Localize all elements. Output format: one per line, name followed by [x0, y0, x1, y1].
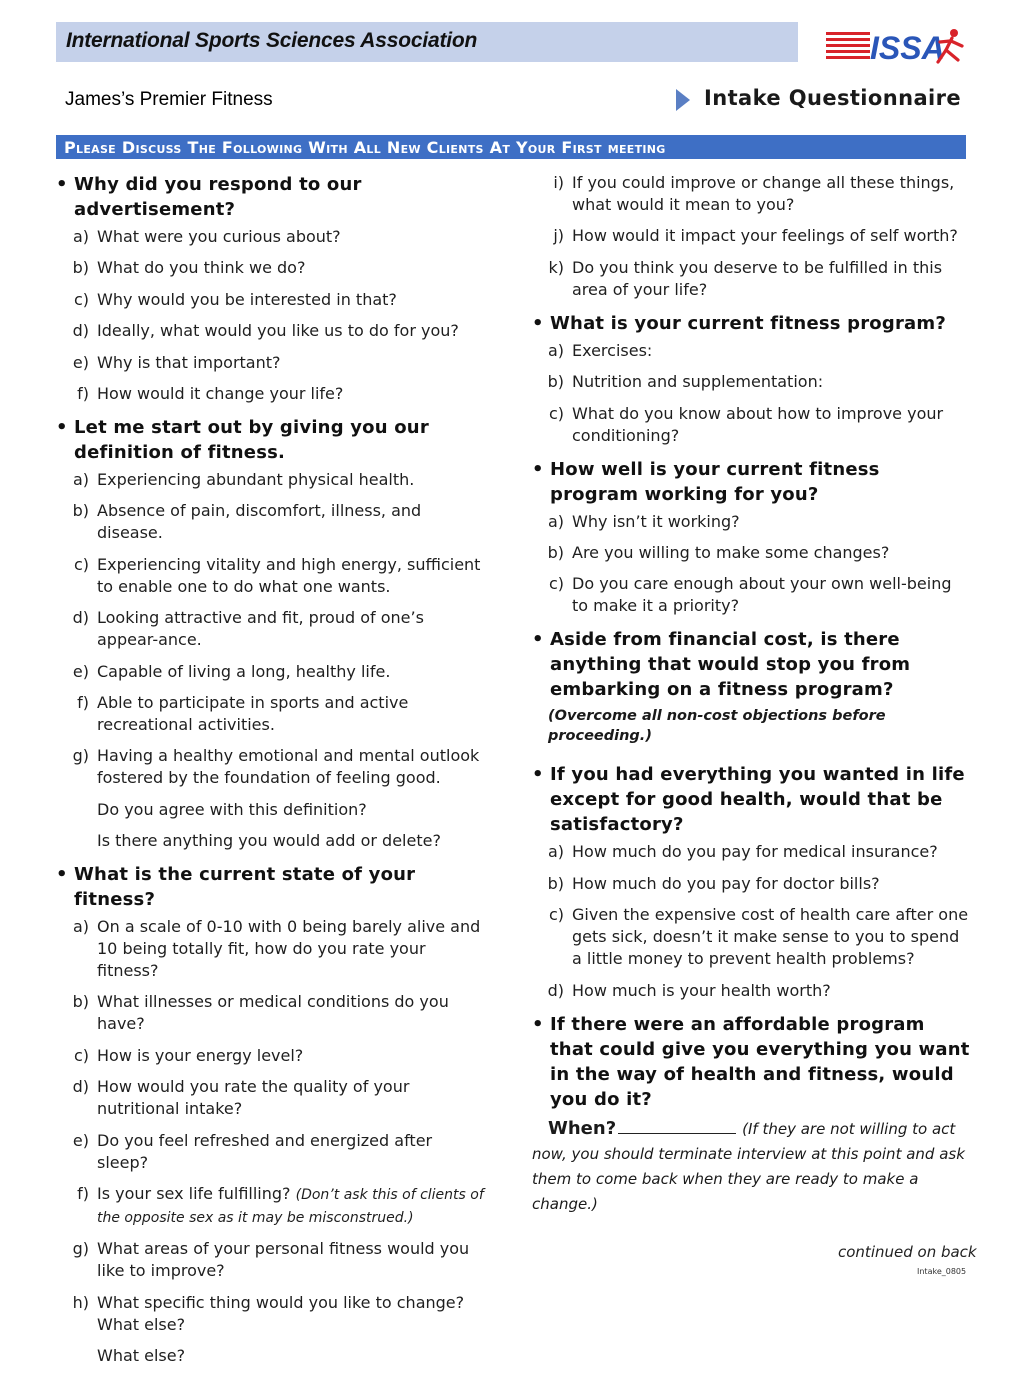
- when-line: [532, 1116, 972, 1217]
- list-item: b) Absence of pain, discomfort, illness, and disease.: [72, 501, 422, 543]
- section-affordable-program: [532, 1012, 972, 1217]
- follow-up-question: Do you agree with this definition?: [97, 799, 367, 819]
- list-item: b) Nutrition and supplementation:: [547, 372, 824, 392]
- list-item: c) How is your energy level?: [73, 1045, 304, 1065]
- list-item: g) Having a healthy emotional and mental outlook fostered by the foundation of feeling good.: [72, 746, 480, 788]
- list-item: a) Exercises:: [547, 340, 653, 360]
- instruction-text: Please Discuss The Following With All New Clients At Your First meeting: [64, 138, 666, 157]
- section-current-state: [56, 862, 486, 1367]
- section-advertisement: [56, 172, 486, 405]
- bullet-icon: •: [532, 458, 544, 480]
- follow-up-question: What else?: [97, 1346, 186, 1366]
- org-title: International Sports Sciences Association: [66, 29, 478, 52]
- list-item: e) Capable of living a long, healthy life.: [72, 661, 391, 681]
- section-continued-items: [532, 172, 972, 301]
- list-item: a) How much do you pay for medical insurance?: [547, 842, 938, 862]
- section-program-working: [532, 457, 972, 618]
- interviewer-note: (Overcome all non-cost objections before proceeding.): [548, 708, 886, 745]
- list-item: a) What were you curious about?: [72, 227, 341, 246]
- list-item: b) How much do you pay for doctor bills?: [547, 873, 880, 893]
- list-item: h) What specific thing would you like to change? What else?: [72, 1292, 465, 1334]
- section-current-program: [532, 311, 972, 447]
- list-item: f) How would it change your life?: [77, 383, 344, 403]
- list-item: a) Why isn’t it working?: [547, 511, 740, 531]
- section-heading: If there were an affordable program that could give you everything you want in the way of health and fitness, would you do it?: [550, 1013, 970, 1110]
- section-heading: How well is your current fitness program working for you?: [550, 458, 880, 505]
- list-item: a) Experiencing abundant physical health.: [72, 469, 415, 489]
- list-item: f) Is your sex life fulfilling? (Don’t ask this of clients of the opposite sex as it may be misconstrued.): [77, 1184, 484, 1227]
- continued-note: continued on back: [838, 1243, 977, 1261]
- list-item: i) If you could improve or change all these things, what would it mean to you?: [553, 173, 955, 214]
- title-banner: [56, 22, 798, 62]
- interviewer-note: (Don’t ask this of clients of the opposite sex as it may be misconstrued.): [97, 1187, 484, 1227]
- section-heading: Let me start out by giving you our definition of fitness.: [74, 416, 429, 463]
- list-item: b) Are you willing to make some changes?: [547, 542, 890, 562]
- section-heading: What is the current state of your fitness?: [74, 864, 416, 911]
- list-item: c) Do you care enough about your own well-being to make it a priority?: [548, 574, 952, 616]
- section-definition: [56, 415, 486, 852]
- left-column: [56, 172, 486, 1377]
- interviewer-note: (If they are not willing to act now, you should terminate interview at this point and ask them to come back when they are ready to make a change.): [532, 1119, 965, 1213]
- list-item: a) On a scale of 0-10 with 0 being barely alive and 10 being totally fit, how do you rate your fitness?: [72, 917, 481, 981]
- section-heading: Why did you respond to our advertisement?: [74, 174, 362, 220]
- bullet-icon: •: [56, 416, 68, 438]
- list-item: c) What do you know about how to improve your conditioning?: [548, 403, 944, 445]
- logo-text: ISSA: [870, 30, 945, 66]
- bullet-icon: •: [56, 174, 68, 195]
- section-good-health: [532, 762, 972, 1001]
- list-item: k) Do you think you deserve to be fulfilled in this area of your life?: [548, 257, 943, 299]
- list-item: e) Do you feel refreshed and energized after sleep?: [72, 1130, 433, 1172]
- issa-logo: [826, 26, 968, 66]
- when-input[interactable]: [618, 1119, 736, 1134]
- bullet-icon: •: [532, 629, 544, 651]
- list-item: b) What do you think we do?: [72, 258, 306, 278]
- when-label: When?: [548, 1117, 617, 1139]
- list-item: c) Experiencing vitality and high energy, sufficient to enable one to do what one wants.: [73, 554, 481, 596]
- section-heading: Aside from financial cost, is there anything that would stop you from embarking on a fitness program?: [550, 629, 911, 701]
- list-item: f) Able to participate in sports and active recreational activities.: [77, 692, 409, 734]
- list-item: d) Looking attractive and fit, proud of one’s appear-ance.: [72, 608, 424, 650]
- instruction-bar: [56, 135, 966, 159]
- bullet-icon: •: [532, 312, 544, 334]
- list-item: j) How would it impact your feelings of self worth?: [553, 226, 958, 246]
- gym-name: James’s Premier Fitness: [65, 89, 273, 110]
- list-item: d) Ideally, what would you like us to do for you?: [72, 321, 459, 341]
- list-item: c) Why would you be interested in that?: [73, 289, 397, 309]
- section-heading: If you had everything you wanted in life except for good health, would that be satisfactory?: [550, 764, 965, 836]
- right-column: [532, 172, 972, 1227]
- follow-up-question: Is there anything you would add or delete?: [97, 831, 441, 851]
- logo-speed-lines-icon: [826, 32, 870, 59]
- bullet-icon: •: [56, 864, 68, 886]
- bullet-icon: •: [532, 764, 544, 786]
- triangle-arrow-icon: [676, 89, 690, 111]
- bullet-icon: •: [532, 1013, 544, 1035]
- form-title: Intake Questionnaire: [704, 86, 962, 110]
- list-item: b) What illnesses or medical conditions do you have?: [72, 992, 449, 1034]
- section-objections: [532, 627, 972, 746]
- list-item: g) What areas of your personal fitness would you like to improve?: [72, 1239, 470, 1281]
- section-heading: What is your current fitness program?: [550, 312, 946, 334]
- form-code: Intake_0805: [917, 1267, 967, 1276]
- list-item: d) How much is your health worth?: [547, 980, 831, 1000]
- list-item: d) How would you rate the quality of your nutritional intake?: [72, 1077, 410, 1119]
- list-item: c) Given the expensive cost of health care after one gets sick, doesn’t it make sense to you to spend a little money to prevent health problems?: [548, 905, 969, 969]
- list-item: e) Why is that important?: [72, 352, 281, 372]
